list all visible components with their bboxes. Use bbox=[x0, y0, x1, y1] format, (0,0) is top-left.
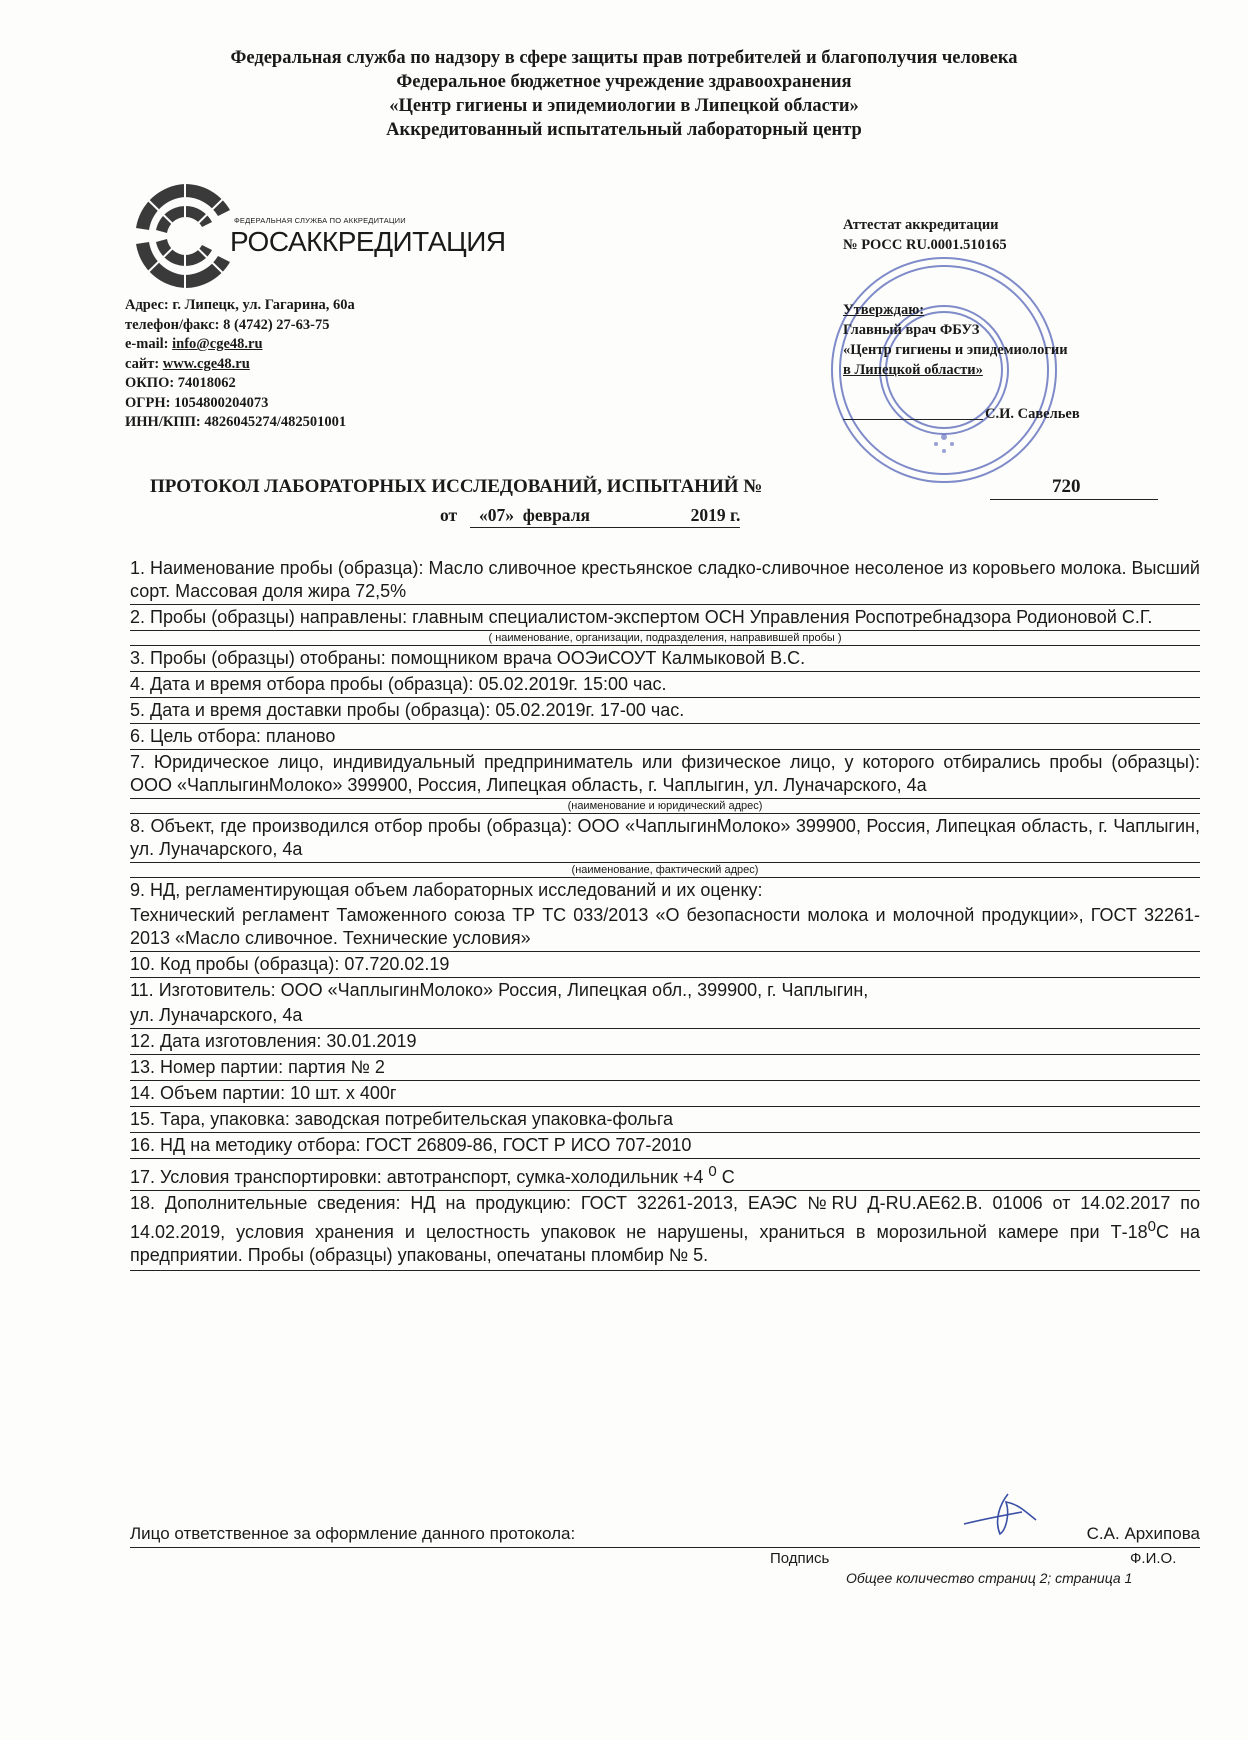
email-label: e-mail: bbox=[125, 336, 173, 352]
item-15: 15. Тара, упаковка: заводская потребительская упаковка-фольга bbox=[130, 1107, 1200, 1133]
address: Адрес: г. Липецк, ул. Гагарина, 60а bbox=[125, 297, 355, 313]
protocol-title: ПРОТОКОЛ ЛАБОРАТОРНЫХ ИССЛЕДОВАНИЙ, ИСПЫТАНИЙ № bbox=[150, 476, 763, 497]
item-11-cont: ул. Луначарского, 4а bbox=[130, 1003, 1200, 1029]
item-8: 8. Объект, где производился отбор пробы (образца): ООО «ЧаплыгинМолоко» 399900, Россия, Липецкая область, г. Чаплыгин, ул. Луначарского, 4а bbox=[130, 813, 1200, 863]
logo-title: РОСАККРЕДИТАЦИЯ bbox=[230, 226, 506, 257]
responsible-name: С.А. Архипова bbox=[1086, 1524, 1200, 1543]
item-12: 12. Дата изготовления: 30.01.2019 bbox=[130, 1029, 1200, 1055]
item-11: 11. Изготовитель: ООО «ЧаплыгинМолоко» Россия, Липецкая обл., 399900, г. Чаплыгин, bbox=[130, 980, 869, 1000]
responsible-row bbox=[130, 1522, 1200, 1548]
item-3: 3. Пробы (образцы) отобраны: помощником врача ООЭиСОУТ Калмыковой В.С. bbox=[130, 645, 1200, 672]
protocol-date bbox=[440, 505, 740, 526]
rosakkreditaciya-logo bbox=[130, 176, 506, 296]
approval-line-3: «Центр гигиены и эпидемиологии bbox=[843, 342, 1068, 358]
date-day: «07» bbox=[479, 505, 514, 525]
item-14: 14. Объем партии: 10 шт. х 400г bbox=[130, 1081, 1200, 1107]
item-18-text: 18. Дополнительные сведения: НД на продукцию: ГОСТ 32261-2013, ЕАЭС №RU Д-RU.АЕ62.В. 01006 от 14.02.2017 по 14.02.2019, условия хранения и целостность упаковок не нарушены, храниться в морозильной камере при Т-18 bbox=[130, 1193, 1200, 1242]
item-6: 6. Цель отбора: планово bbox=[130, 724, 1200, 750]
header-line-3: «Центр гигиены и эпидемиологии в Липецкой области» bbox=[389, 96, 859, 116]
item-1: 1. Наименование пробы (образца): Масло сливочное крестьянское сладко-сливочное несоленое из коровьего молока. Высший сорт. Массовая доля жира 72,5% bbox=[130, 556, 1200, 605]
accreditation-line-1: Аттестат аккредитации bbox=[843, 217, 999, 233]
signature-caption: Подпись bbox=[770, 1550, 830, 1567]
email-link[interactable]: info@cge48.ru bbox=[172, 336, 263, 352]
header-line-1: Федеральная служба по надзору в сфере защиты прав потребителей и благополучия человека bbox=[230, 48, 1018, 68]
item-7: 7. Юридическое лицо, индивидуальный предприниматель или физическое лицо, у которого отбирались пробы (образцы): ООО «ЧаплыгинМолоко» 399900, Россия, Липецкая область, г. Чаплыгин, ул. Луначарского, 4а bbox=[130, 750, 1200, 799]
item-17-text: 17. Условия транспортировки: автотранспорт, сумка-холодильник +4 bbox=[130, 1167, 709, 1187]
accreditation-logo-icon bbox=[130, 176, 240, 296]
approval-signer: С.И. Савельев bbox=[985, 406, 1080, 422]
approval-line-1: Утверждаю: bbox=[843, 302, 925, 318]
protocol-number: 720 bbox=[1052, 476, 1081, 497]
protocol-number-line bbox=[990, 499, 1158, 500]
item-16: 16. НД на методику отбора: ГОСТ 26809-86, ГОСТ Р ИСО 707-2010 bbox=[130, 1133, 1200, 1159]
degree-sup: 0 bbox=[708, 1163, 717, 1180]
inn-kpp: ИНН/КПП: 4826045274/482501001 bbox=[125, 414, 347, 430]
item-18 bbox=[130, 1191, 1200, 1271]
date-prefix: от bbox=[440, 505, 458, 525]
date-month: февраля bbox=[522, 505, 590, 525]
contacts-block bbox=[125, 296, 355, 433]
degree-sup-2: 0 bbox=[1147, 1218, 1156, 1235]
item-9-heading: 9. НД, регламентирующая объем лабораторных исследований и их оценку: bbox=[130, 877, 1200, 903]
item-9-text: Технический регламент Таможенного союза ТР ТС 033/2013 «О безопасности молока и молочной продукции», ГОСТ 32261-2013 «Масло сливочное. Технические условия» bbox=[130, 903, 1200, 952]
ogrn: ОГРН: 1054800204073 bbox=[125, 394, 269, 411]
fio-caption: Ф.И.О. bbox=[1130, 1550, 1177, 1567]
item-10: 10. Код пробы (образца): 07.720.02.19 bbox=[130, 952, 1200, 978]
approval-block bbox=[843, 300, 1068, 380]
okpo: ОКПО: 74018062 bbox=[125, 375, 236, 391]
accreditation-certificate bbox=[843, 215, 1007, 255]
approval-line-4: в Липецкой области» bbox=[843, 362, 983, 378]
item-4: 4. Дата и время отбора пробы (образца): 05.02.2019г. 15:00 час. bbox=[130, 672, 1200, 698]
approval-line-2: Главный врач ФБУЗ bbox=[843, 322, 980, 338]
approval-signature-line bbox=[843, 419, 983, 420]
protocol-items bbox=[130, 556, 1200, 1271]
protocol-date-line bbox=[470, 527, 740, 528]
responsible-label: Лицо ответственное за оформление данного протокола: bbox=[130, 1524, 576, 1543]
organization-header bbox=[0, 46, 1248, 142]
header-line-2: Федеральное бюджетное учреждение здравоохранения bbox=[396, 72, 852, 92]
item-5: 5. Дата и время доставки пробы (образца): 05.02.2019г. 17-00 час. bbox=[130, 698, 1200, 724]
site-label: сайт: bbox=[125, 355, 163, 372]
item-2: 2. Пробы (образцы) направлены: главным специалистом-экспертом ОСН Управления Роспотребнадзора Родионовой С.Г. bbox=[130, 605, 1200, 631]
item-17-unit: С bbox=[716, 1167, 735, 1187]
item-7-caption: (наименование и юридический адрес) bbox=[567, 800, 763, 812]
item-18-cont: С на предприятии. Пробы (образцы) упакованы, опечатаны пломбир № 5. bbox=[130, 1222, 1201, 1265]
accreditation-line-2: № РОСС RU.0001.510165 bbox=[843, 237, 1007, 253]
phone: телефон/факс: 8 (4742) 27-63-75 bbox=[125, 316, 330, 333]
item-8-caption: (наименование, фактический адрес) bbox=[571, 864, 759, 876]
item-2-caption: ( наименование, организации, подразделения, направившей пробы ) bbox=[488, 632, 842, 644]
header-line-4: Аккредитованный испытательный лабораторный центр bbox=[386, 120, 862, 140]
site-link[interactable]: www.cge48.ru bbox=[162, 355, 250, 372]
date-year: 2019 г. bbox=[690, 505, 741, 525]
item-17 bbox=[130, 1159, 1200, 1191]
logo-subtitle: ФЕДЕРАЛЬНАЯ СЛУЖБА ПО АККРЕДИТАЦИИ bbox=[234, 216, 406, 225]
item-13: 13. Номер партии: партия № 2 bbox=[130, 1055, 1200, 1081]
page-count-note: Общее количество страниц 2; страница 1 bbox=[846, 1570, 1133, 1586]
